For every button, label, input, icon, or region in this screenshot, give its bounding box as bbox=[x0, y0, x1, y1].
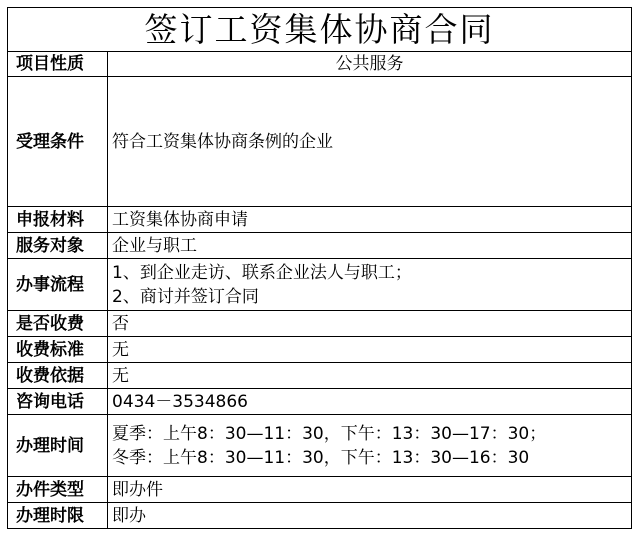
row-label: 受理条件 bbox=[8, 77, 108, 207]
row-label: 办理时限 bbox=[8, 503, 108, 529]
row-value: 公共服务 bbox=[108, 52, 632, 77]
row-label: 办理时间 bbox=[8, 415, 108, 477]
table-row bbox=[8, 311, 632, 337]
process-step: 2、商讨并签订合同 bbox=[112, 286, 259, 307]
row-value: 工资集体协商申请 bbox=[108, 207, 632, 233]
row-label: 办事流程 bbox=[8, 259, 108, 311]
row-value: 符合工资集体协商条例的企业 bbox=[108, 77, 632, 207]
table-row bbox=[8, 363, 632, 389]
table-row bbox=[8, 503, 632, 529]
row-value bbox=[108, 259, 632, 311]
row-value: 无 bbox=[108, 363, 632, 389]
row-label: 申报材料 bbox=[8, 207, 108, 233]
row-value: 0434－3534866 bbox=[108, 389, 632, 415]
table-row bbox=[8, 477, 632, 503]
table-row bbox=[8, 77, 632, 207]
row-label: 项目性质 bbox=[8, 52, 108, 77]
row-value bbox=[108, 415, 632, 477]
table-row bbox=[8, 389, 632, 415]
table-row bbox=[8, 337, 632, 363]
row-label: 收费依据 bbox=[8, 363, 108, 389]
row-value: 企业与职工 bbox=[108, 233, 632, 259]
row-label: 收费标准 bbox=[8, 337, 108, 363]
process-step: 1、到企业走访、联系企业法人与职工； bbox=[112, 262, 412, 283]
title-row bbox=[8, 8, 632, 52]
table-row bbox=[8, 233, 632, 259]
table-row bbox=[8, 415, 632, 477]
row-label: 咨询电话 bbox=[8, 389, 108, 415]
row-label: 是否收费 bbox=[8, 311, 108, 337]
row-label: 服务对象 bbox=[8, 233, 108, 259]
table-title: 签订工资集体协商合同 bbox=[8, 8, 632, 52]
table-row bbox=[8, 207, 632, 233]
row-value: 即办件 bbox=[108, 477, 632, 503]
row-label: 办件类型 bbox=[8, 477, 108, 503]
hours-line: 夏季：上午8：30—11：30，下午：13：30—17：30； bbox=[112, 423, 547, 444]
service-info-table bbox=[7, 7, 632, 529]
table-row bbox=[8, 52, 632, 77]
row-value: 否 bbox=[108, 311, 632, 337]
row-value: 无 bbox=[108, 337, 632, 363]
row-value: 即办 bbox=[108, 503, 632, 529]
hours-line: 冬季：上午8：30—11：30，下午：13：30—16：30 bbox=[112, 447, 530, 468]
table-row bbox=[8, 259, 632, 311]
